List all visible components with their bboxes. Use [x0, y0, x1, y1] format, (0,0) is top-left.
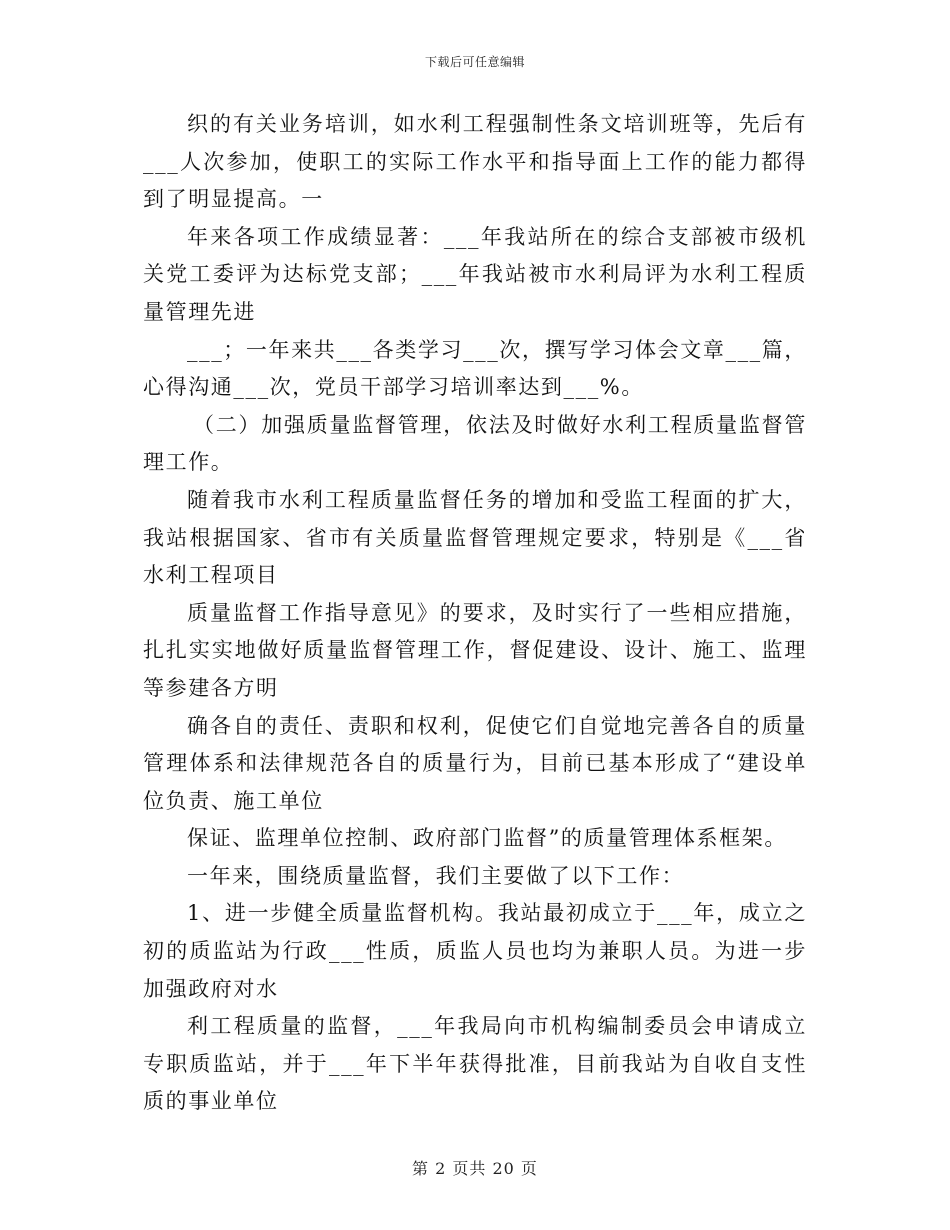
- paragraph: 利工程质量的监督，___年我局向市机构编制委员会申请成立专职质监站，并于___年下半年获得批准，目前我站为自收自支性质的事业单位: [143, 1014, 807, 1114]
- paragraph: 确各自的责任、责职和权利，促使它们自觉地完善各自的质量管理体系和法律规范各自的质量行为，目前已基本形成了“建设单位负责、施工单位: [143, 713, 807, 813]
- paragraph: 1、进一步健全质量监督机构。我站最初成立于___年，成立之初的质监站为行政___性质，质监人员也均为兼职人员。为进一步加强政府对水: [143, 901, 807, 1001]
- paragraph: 织的有关业务培训，如水利工程强制性条文培训班等，先后有___人次参加，使职工的实际工作水平和指导面上工作的能力都得到了明显提高。一: [143, 112, 807, 212]
- paragraph: 一年来，围绕质量监督，我们主要做了以下工作：: [187, 863, 685, 888]
- paragraph: ___；一年来共___各类学习___次，撰写学习体会文章___篇，心得沟通___次，党员干部学习培训率达到___%。: [143, 337, 807, 400]
- paragraph: 保证、监理单位控制、政府部门监督”的质量管理体系框架。: [187, 826, 787, 851]
- paragraph: 年来各项工作成绩显著：___年我站所在的综合支部被市级机关党工委评为达标党支部；___年我站被市水利局评为水利工程质量管理先进: [143, 224, 807, 324]
- page-number: 第 2 页共 20 页: [412, 1159, 538, 1178]
- paragraph: 随着我市水利工程质量监督任务的增加和受监工程面的扩大，我站根据国家、省市有关质量监督管理规定要求，特别是《___省水利工程项目: [143, 487, 807, 588]
- header-note: 下载后可任意编辑: [424, 55, 525, 69]
- section-heading: （二）加强质量监督管理，依法及时做好水利工程质量监督管理工作。: [143, 412, 807, 475]
- paragraph: 质量监督工作指导意见》的要求，及时实行了一些相应措施，扎扎实实地做好质量监督管理工作，督促建设、设计、施工、监理等参建各方明: [143, 600, 807, 700]
- document-body: [143, 106, 807, 1121]
